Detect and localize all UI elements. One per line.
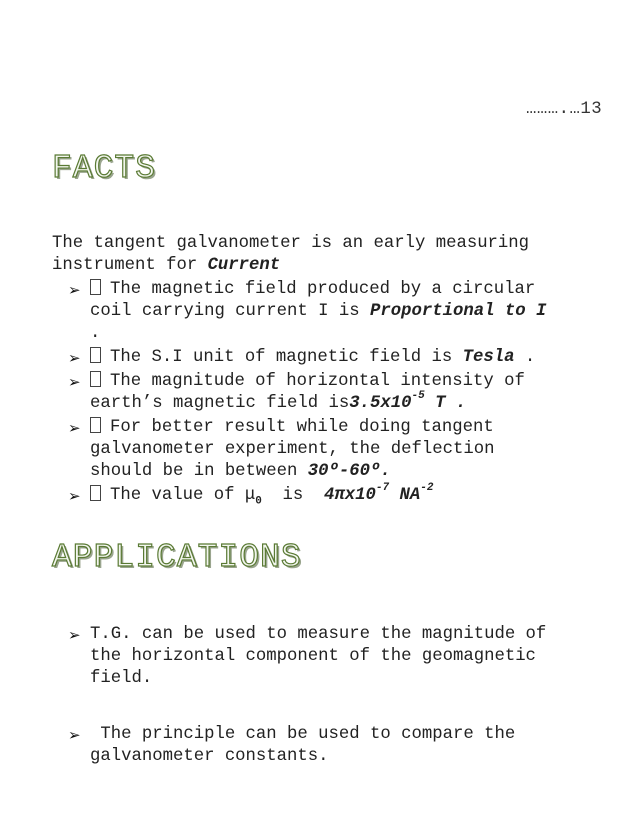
arrow-bullet-icon: ➢ bbox=[68, 419, 81, 437]
arrow-bullet-icon: ➢ bbox=[68, 349, 81, 367]
fact-item: ➢ For better result while doing tangent galvanometer experiment, the deflection should be in between 30º-60º. bbox=[68, 418, 495, 481]
fact-answer: Proportional to I bbox=[370, 302, 547, 321]
fact-answer: $3.5x10^{-5}$ T . bbox=[349, 390, 467, 413]
fact-item: ➢ The value of $\mu_0$ is $4\pi x10^{-7}$ $NA^{-2}$ bbox=[68, 482, 434, 508]
arrow-bullet-icon: ➢ bbox=[68, 373, 81, 391]
applications-list bbox=[68, 624, 546, 768]
facts-heading: FACTS bbox=[52, 150, 157, 187]
arrow-bullet-icon: ➢ bbox=[68, 281, 81, 299]
fact-item: ➢ The S.I unit of magnetic field is Tesla . bbox=[68, 348, 536, 367]
intro-paragraph bbox=[52, 233, 529, 277]
application-item: ➢ T.G. can be used to measure the magnitude of the horizontal component of the geomagnetic field. bbox=[68, 625, 547, 688]
fact-item: ➢ The magnetic field produced by a circular coil carrying current I is Proportional to I . bbox=[68, 280, 547, 343]
fact-item: ➢ The magnitude of horizontal intensity of earth’s magnetic field $is3.5x10^{-5}$ T . bbox=[68, 372, 525, 413]
intro-line-2: instrument for bbox=[52, 256, 208, 275]
arrow-bullet-icon: ➢ bbox=[68, 487, 81, 505]
arrow-bullet-icon: ➢ bbox=[68, 626, 81, 644]
missing-glyph-box-icon bbox=[90, 417, 101, 433]
missing-glyph-box-icon bbox=[90, 371, 101, 387]
fact-answer: Tesla bbox=[462, 348, 515, 367]
missing-glyph-box-icon bbox=[90, 347, 101, 363]
page-number: ……….…13 bbox=[526, 100, 603, 119]
applications-heading: APPLICATIONS bbox=[52, 539, 302, 576]
fact-answer: 30º-60º. bbox=[307, 462, 391, 481]
intro-line-1: The tangent galvanometer is an early measuring bbox=[52, 234, 530, 253]
missing-glyph-box-icon bbox=[90, 279, 101, 295]
missing-glyph-box-icon bbox=[90, 485, 101, 501]
arrow-bullet-icon: ➢ bbox=[68, 726, 81, 744]
application-item: ➢ The principle can be used to compare the galvanometer constants. bbox=[68, 725, 516, 766]
fact-answer: $4\pi x10^{-7}$ $NA^{-2}$ bbox=[324, 482, 434, 505]
facts-list bbox=[68, 279, 546, 512]
intro-answer: Current bbox=[207, 256, 281, 275]
